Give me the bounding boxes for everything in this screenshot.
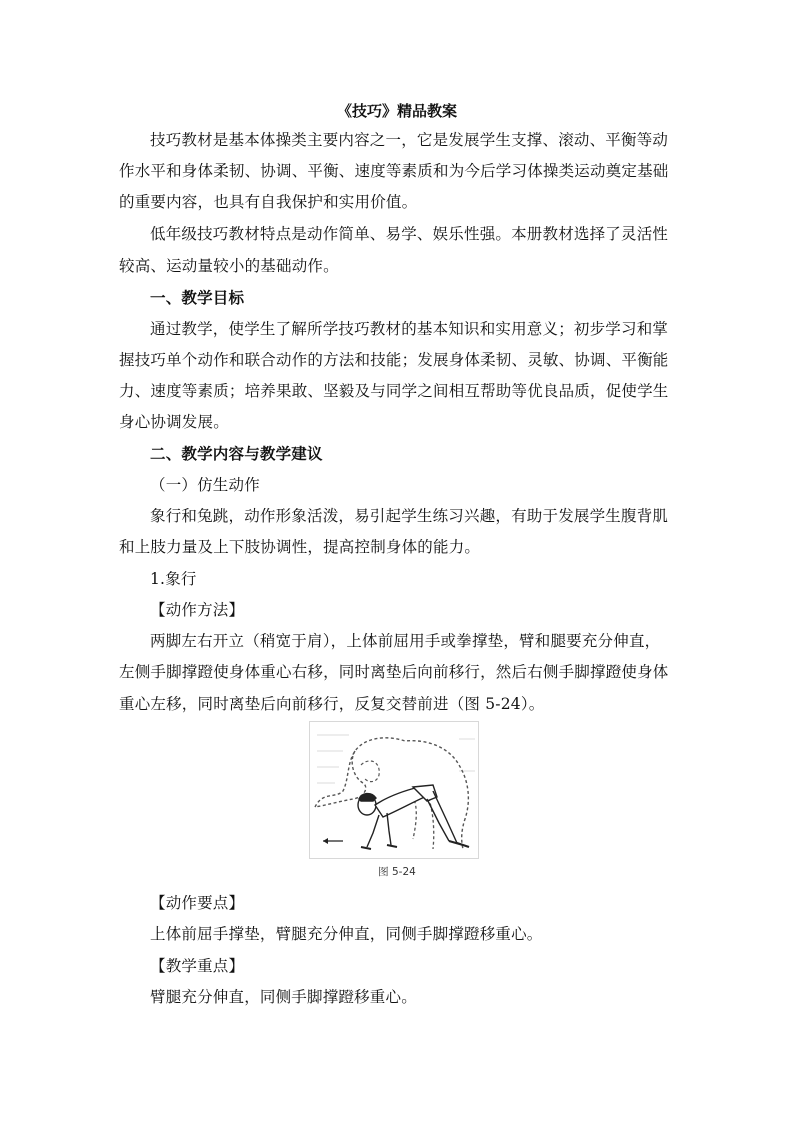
- paragraph-line: 技巧教材是基本体操类主要内容之一，它是发展学生支撑、滚动、平衡等动: [150, 131, 669, 149]
- page-title: 《技巧》精品教案: [336, 102, 457, 120]
- paragraph-line: 臂腿充分伸直，同侧手脚撑蹬移重心。: [150, 988, 417, 1006]
- item-heading: 1.象行: [150, 570, 197, 588]
- paragraph-line: 通过教学，使学生了解所学技巧教材的基本知识和实用意义；初步学习和掌: [150, 320, 669, 338]
- paragraph-line: 的重要内容，也具有自我保护和实用价值。: [119, 193, 418, 211]
- paragraph-line: 作水平和身体柔韧、协调、平衡、速度等素质和为今后学习体操类运动奠定基础: [119, 162, 669, 180]
- paragraph-line: 力、速度等素质；培养果敢、坚毅及与同学之间相互帮助等优良品质，促使学生: [119, 382, 669, 400]
- figure-caption: 图 5-24: [378, 866, 416, 878]
- bracket-heading: 【教学重点】: [150, 957, 245, 975]
- paragraph-line: 上体前屈手撑垫，臂腿充分伸直，同侧手脚撑蹬移重心。: [150, 925, 543, 943]
- paragraph-line: 身心协调发展。: [119, 413, 229, 431]
- paragraph-line: 重心左移，同时离垫后向前移行，反复交替前进（图 5-24）。: [119, 695, 545, 713]
- paragraph-line: 低年级技巧教材特点是动作简单、易学、娱乐性强。本册教材选择了灵活性: [150, 225, 669, 243]
- paragraph-line: 和上肢力量及上下肢协调性，提高控制身体的能力。: [119, 538, 481, 556]
- section-heading: 一、教学目标: [150, 288, 245, 307]
- bracket-heading: 【动作要点】: [150, 894, 245, 912]
- paragraph-line: 握技巧单个动作和联合动作的方法和技能；发展身体柔韧、灵敏、协调、平衡能: [119, 351, 669, 369]
- elephant-walk-illustration-icon: [309, 721, 479, 859]
- subsection-heading: （一）仿生动作: [150, 476, 260, 494]
- paragraph-line: 较高、运动量较小的基础动作。: [119, 257, 339, 275]
- paragraph-line: 象行和兔跳，动作形象活泼，易引起学生练习兴趣，有助于发展学生腹背肌: [150, 507, 669, 525]
- paragraph-line: 左侧手脚撑蹬使身体重心右移，同时离垫后向前移行，然后右侧手脚撑蹬使身体: [119, 663, 669, 681]
- section-heading: 二、教学内容与教学建议: [150, 444, 323, 463]
- paragraph-line: 两脚左右开立（稍宽于肩），上体前屈用手或拳撑垫，臂和腿要充分伸直，: [150, 632, 661, 650]
- bracket-heading: 【动作方法】: [150, 601, 245, 619]
